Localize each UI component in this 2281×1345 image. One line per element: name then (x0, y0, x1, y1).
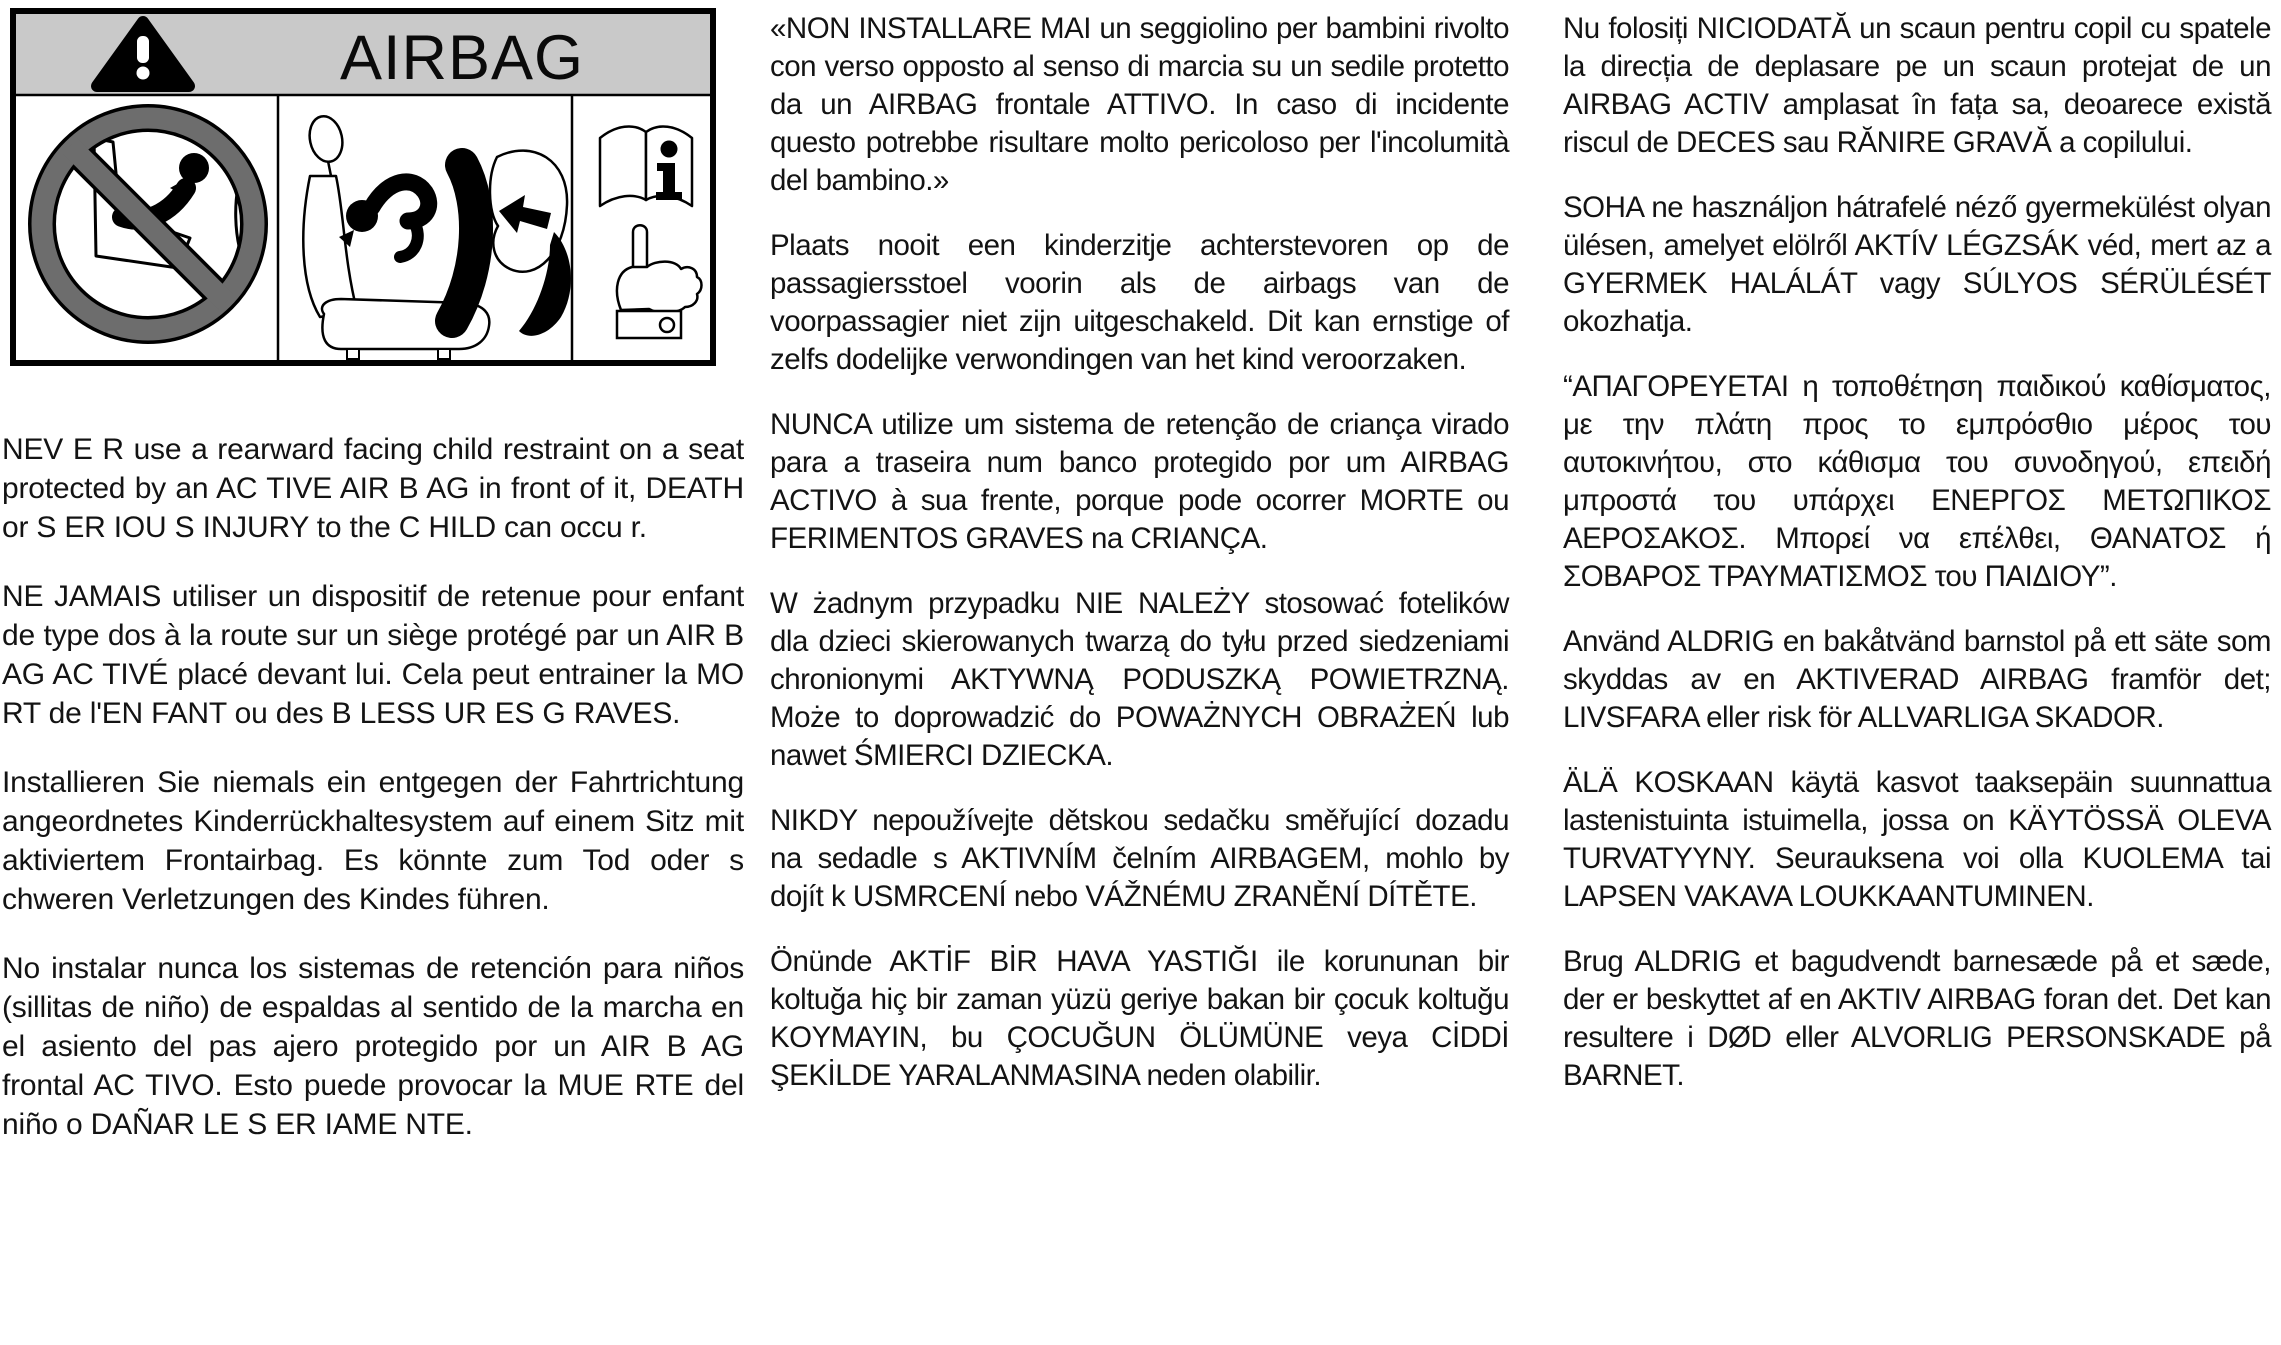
warning-paragraph-turkish: Önünde AKTİF BİR HAVA YASTIĞI ile korununan bir koltuğa hiç bir zaman yüzü geriye bakan bir çocuk koltuğu KOYMAYIN, bu ÇOCUĞUN ÖLÜMÜNE veya CİDDİ ŞEKİLDE YARALANMASINA neden olabilir. (770, 945, 1509, 1092)
column-left (0, 0, 748, 1345)
airbag-warning-label (10, 8, 744, 366)
airbag-warning-label-graphic (10, 8, 716, 366)
warning-paragraph-hungarian: SOHA ne használjon hátrafelé néző gyermekülést olyan ülésen, amelyet elölről AKTÍV LÉGZSÁK véd, mert az a GYERMEK HALÁLÁT vagy SÚLYOS SÉRÜLÉSÉT okozhatja. (1563, 191, 2271, 338)
warning-paragraph-romanian: Nu folosiți NICIODATĂ un scaun pentru copil cu spatele la direcția de deplasare pe un scaun protejat de un AIRBAG ACTIV amplasat în fața sa, deoarece există riscul de DECES sau RĂNIRE GRAVĂ a copilului. (1563, 12, 2271, 159)
column-right (1523, 0, 2281, 1345)
warning-paragraph-polish: W żadnym przypadku NIE NALEŻY stosować fotelików dla dzieci skierowanych twarzą do tyłu przed siedzeniami chronionymi AKTYWNĄ PODUSZKĄ POWIETRZNĄ. Może to doprowadzić do POWAŻNYCH OBRAŻEŃ lub nawet ŚMIERCI DZIECKA. (770, 587, 1509, 772)
warning-paragraph-english: NEV E R use a rearward facing child restraint on a seat protected by an AC TIVE AIR B AG in front of it, DEATH or S ER IOU S INJURY to the C HILD can occu r. (2, 433, 744, 544)
warning-paragraph-finnish: ÄLÄ KOSKAAN käytä kasvot taaksepäin suunnattua lastenistuinta istuimella, jossa on KÄYTÖSSÄ OLEVA TURVATYYNY. Seurauksena voi olla KUOLEMA tai LAPSEN VAKAVA LOUKKAANTUMINEN. (1563, 766, 2271, 913)
warning-paragraph-italian: «NON INSTALLARE MAI un seggiolino per bambini rivolto con verso opposto al senso di marcia su un sedile protetto da un AIRBAG frontale ATTIVO. In caso di incidente questo potrebbe risultare molto pericoloso per l'incolumità del bambino.» (770, 12, 1509, 197)
warning-paragraph-french: NE JAMAIS utiliser un dispositif de retenue pour enfant de type dos à la route sur un siège protégé par un AIR B AG AC TIVÉ placé devant lui. Cela peut entrainer la MO RT de l'EN FANT ou des B LESS UR ES G RAVES. (2, 580, 744, 730)
airbag-label-title: AIRBAG (339, 23, 585, 93)
warning-paragraph-portuguese: NUNCA utilize um sistema de retenção de criança virado para a traseira num banco protegido por um AIRBAG ACTIVO à sua frente, porque pode ocorrer MORTE ou FERIMENTOS GRAVES na CRIANÇA. (770, 408, 1509, 555)
warning-paragraph-greek: “ΑΠΑΓΟΡΕΥΕΤΑΙ η τοποθέτηση παιδικού καθίσματος, με την πλάτη προς το εμπρόσθιο μέρος του αυτοκινήτου, στο κάθισμα του συνοδηγού, επειδή μπροστά του υπάρχει ΕΝΕΡΓΟΣ ΜΕΤΩΠΙΚΟΣ ΑΕΡΟΣΑΚΟΣ. Μπορεί να επέλθει, ΘΑΝΑΤΟΣ ή ΣΟΒΑΡΟΣ ΤΡΑΥΜΑΤΙΣΜΟΣ του ΠΑΙΔΙΟΥ”. (1563, 370, 2271, 593)
warning-paragraph-spanish: No instalar nunca los sistemas de retención para niños (sillitas de niño) de espaldas al sentido de la marcha en el asiento del pas ajero protegido por un AIR B AG frontal AC TIVO. Esto puede provocar la MUE RTE del niño o DAÑAR LE S ER IAME NTE. (2, 952, 744, 1141)
warning-paragraph-german: Installieren Sie niemals ein entgegen der Fahrtrichtung angeordnetes Kinderrückhaltesystem auf einem Sitz mit aktiviertem Frontairbag. Es könnte zum Tod oder s chweren Verletzungen des Kindes führen. (2, 766, 744, 916)
warning-paragraph-danish: Brug ALDRIG et bagudvendt barnesæde på et sæde, der er beskyttet af en AKTIV AIRBAG foran det. Det kan resultere i DØD eller ALVORLIG PERSONSKADE på BARNET. (1563, 945, 2271, 1092)
column-middle (748, 0, 1523, 1345)
warning-paragraph-dutch: Plaats nooit een kinderzitje achterstevoren op de passagiersstoel voorin als de airbags van de voorpassagier niet zijn uitgeschakeld. Dit kan ernstige of zelfs dodelijke verwondingen van het kind veroorzaken. (770, 229, 1509, 376)
warning-paragraph-swedish: Använd ALDRIG en bakåtvänd barnstol på ett säte som skyddas av en AKTIVERAD AIRBAG framför det; LIVSFARA eller risk för ALLVARLIGA SKADOR. (1563, 625, 2271, 734)
warning-paragraph-czech: NIKDY nepoužívejte dětskou sedačku směřující dozadu na sedadle s AKTIVNÍM čelním AIRBAGEM, mohlo by dojít k USMRCENÍ nebo VÁŽNÉMU ZRANĚNÍ DÍTĚTE. (770, 804, 1509, 913)
